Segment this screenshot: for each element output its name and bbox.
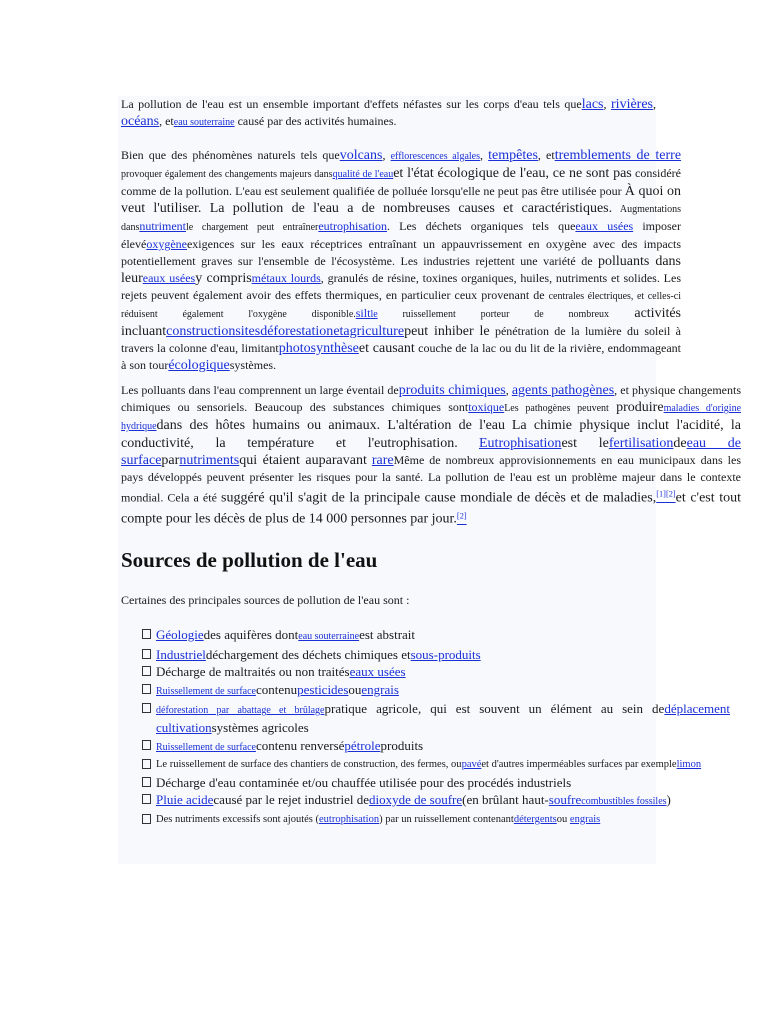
link-lacs[interactable]: lacs <box>581 97 604 112</box>
bullet-icon <box>142 666 151 676</box>
link-deplacement[interactable]: déplacement <box>664 701 730 716</box>
link-eau-souterraine-2[interactable]: eau souterraine <box>298 631 360 642</box>
list-item: Décharge de maltraités ou non traitéseaux usées <box>142 663 730 680</box>
list-item: Des nutriments excessifs sont ajoutés (eutrophisation) par un ruissellement contenantdétergentsou engrais <box>142 811 730 828</box>
list-item: Pluie acidecausé par le rejet industriel dedioxyde de soufre(en brûlant haut-soufrecombustibles fossiles) <box>142 791 730 810</box>
link-efflorescences[interactable]: efflorescences algales <box>390 151 481 162</box>
link-eutrophisation-2[interactable]: Eutrophisation <box>479 436 562 451</box>
link-photosynthese[interactable]: photosynthèse <box>278 341 359 356</box>
paragraph-text: La pollution de l'eau est un ensemble important d'effets néfastes sur les corps d'eau tels que <box>121 97 582 111</box>
link-eau-de-surface[interactable]: eau de surface <box>121 436 741 468</box>
citation-2[interactable]: [2] <box>456 511 467 521</box>
list-item: Ruissellement de surfacecontenupesticidesouengrais <box>142 681 730 700</box>
link-silt[interactable]: silt <box>355 306 371 320</box>
bullet-icon <box>142 629 151 639</box>
link-cultivation[interactable]: cultivation <box>156 720 212 735</box>
bullet-icon <box>142 794 151 804</box>
link-sites[interactable]: sites <box>235 324 261 339</box>
link-geologie[interactable]: Géologie <box>156 627 204 642</box>
link-soufre[interactable]: soufre <box>548 792 582 807</box>
paragraph-text: causé par des activités humaines. <box>234 114 397 128</box>
link-ecologique[interactable]: écologique <box>168 358 230 373</box>
link-deforestation[interactable]: déforestation <box>260 324 334 339</box>
link-et[interactable]: et <box>333 324 344 339</box>
link-maladies[interactable]: maladies d'origine hydrique <box>121 403 742 432</box>
link-detergents[interactable]: détergents <box>513 813 557 825</box>
link-oxygene[interactable]: oxygène <box>146 237 187 251</box>
list-item: déforestation par abattage et brûlagepratique agricole, qui est souvent un élément au sein dedéplacement cultivationsystèmes agricoles <box>142 700 730 736</box>
bullet-icon <box>142 649 151 659</box>
paragraph-1: La pollution de l'eau est un ensemble important d'effets néfastes sur les corps d'eau tels quelacs, rivières, océans, eteau souterraine causé par des activités humaines. <box>121 97 656 129</box>
link-rivieres[interactable]: rivières <box>611 97 653 112</box>
paragraph-3: Les polluants dans l'eau comprennent un large éventail deproduits chimiques, agents pathogènes, et physique changements chimiques ou sensoriels. Beaucoup des substances chimiques sonttoxiqueLes pathogènes peuvent produiremaladies d'origine hydriquedans des hôtes humains ou animaux. L'altération de l'eau La chimie physique inclut l'acidité, la conductivité, la température et l'eutrophisation. Eutrophisationest lefertilisationdeeau de surfaceparnutrimentsqui étaient auparavant rareMême de nombreux approvisionnements en eau municipaux dans les pays développés peuvent présenter les risques pour la santé. La pollution de l'eau est un problème majeur dans le contexte mondial. Cela a été suggéré qu'il s'agit de la principale cause mondiale de décès et de maladies,[1][2]et c'est tout compte pour les décès de plus de 14 000 personnes par jour.[2] <box>121 383 742 527</box>
link-eaux-usees-3[interactable]: eaux usées <box>349 664 406 679</box>
link-eutrophisation-3[interactable]: eutrophisation <box>319 813 380 825</box>
link-tempetes[interactable]: tempêtes <box>488 148 538 163</box>
link-oceans[interactable]: océans <box>121 114 160 129</box>
link-construction[interactable]: construction <box>166 324 236 339</box>
link-eutrophisation[interactable]: eutrophisation <box>318 219 387 233</box>
link-qualite[interactable]: qualité de l'eau <box>332 169 394 180</box>
link-nutriments[interactable]: nutriments <box>179 453 240 468</box>
link-ruissellement-2[interactable]: Ruissellement de surface <box>156 741 256 753</box>
link-engrais-2[interactable]: engrais <box>569 813 601 825</box>
link-combustibles[interactable]: combustibles fossiles <box>581 796 667 807</box>
link-toxique[interactable]: toxique <box>468 400 505 414</box>
list-item: Ruissellement de surfacecontenu renversépétroleproduits <box>142 737 730 756</box>
intro-text: Certaines des principales sources de pollution de l'eau sont : <box>121 593 410 607</box>
link-rare[interactable]: rare <box>371 453 394 468</box>
paragraph-2: Bien que des phénomènes naturels tels quevolcans, efflorescences algales, tempêtes, ettremblements de terre provoquer également des changements majeurs dansqualité de l'eauet l'état écologique de l'eau, ce ne sont pas considéré comme de la pollution. L'eau est seulement qualifiée de polluée lorsqu'elle ne peut pas être utilisée pour À quoi on veut l'utiliser. La pollution de l'eau a de nombreuses causes et caractéristiques. Augmentations dansnutrimentle chargement peut entraînereutrophisation. Les déchets organiques tels queeaux usées imposer élevéoxygèneexigences sur les eaux réceptrices entraînant un appauvrissement en oxygène avec des impacts potentiellement graves sur l'ensemble de l'écosystème. Les industries rejettent une variété de polluants dans leureaux uséesy comprismétaux lourds, granulés de résine, toxines organiques, huiles, nutriments et solides. Les rejets peuvent également avoir des effets thermiques, en particulier ceux provenant de centrales électriques, et celles-ci réduisent également l'oxygène disponible.siltle ruissellement porteur de nombreux activités incluantconstructionsitesdéforestationetagriculturepeut inhiber le pénétration de la lumière du soleil à travers la colonne d'eau, limitantphotosynthèseet causant couche de la lac ou du lit de la rivière, endommageant à son tourécologiquesystèmes. <box>121 148 682 373</box>
link-industriel[interactable]: Industriel <box>156 646 206 662</box>
link-volcans[interactable]: volcans <box>339 148 383 163</box>
citation-1-2[interactable]: [1][2] <box>656 490 676 499</box>
link-pave[interactable]: pavé <box>461 759 482 770</box>
bullet-icon <box>142 777 151 787</box>
link-sous-produits[interactable]: sous-produits <box>410 646 481 662</box>
link-fertilisation[interactable]: fertilisation <box>608 436 674 451</box>
link-eaux-usees-2[interactable]: eaux usées <box>142 271 196 285</box>
link-eaux-usees[interactable]: eaux usées <box>575 219 634 233</box>
link-pluie-acide[interactable]: Pluie acide <box>156 792 214 807</box>
link-eau-souterraine[interactable]: eau souterraine <box>173 117 235 128</box>
bullet-icon <box>142 759 151 769</box>
link-produits-chimiques[interactable]: produits chimiques <box>398 383 506 398</box>
link-agents-pathogenes[interactable]: agents pathogènes <box>511 383 615 398</box>
list-item: Le ruissellement de surface des chantiers de construction, des fermes, oupavéet d'autres imperméables surfaces par exemplelimon <box>142 756 730 773</box>
link-limon[interactable]: limon <box>676 759 702 770</box>
link-le[interactable]: le <box>370 309 378 320</box>
list-item: Géologiedes aquifères donteau souterraineest abstrait <box>142 626 730 645</box>
sources-list <box>142 626 730 828</box>
link-tremblements[interactable]: tremblements de terre <box>554 148 682 163</box>
bullet-icon <box>142 740 151 750</box>
link-ruissellement[interactable]: Ruissellement de surface <box>156 685 256 697</box>
link-deforestation-abattage[interactable]: déforestation par abattage et brûlage <box>156 705 325 716</box>
list-item: Industrieldéchargement des déchets chimiques etsous-produits <box>142 646 730 663</box>
bullet-icon <box>142 684 151 694</box>
link-agriculture[interactable]: agriculture <box>343 324 405 339</box>
list-item: Décharge d'eau contaminée et/ou chauffée utilisée pour des procédés industriels <box>142 774 730 791</box>
bullet-icon <box>142 814 151 824</box>
link-pesticides[interactable]: pesticides <box>297 681 349 697</box>
link-dioxyde[interactable]: dioxyde de soufre <box>368 792 463 807</box>
section-heading: Sources de pollution de l'eau <box>121 548 378 572</box>
paragraph-text: Bien que des phénomènes naturels tels que <box>121 148 340 162</box>
link-petrole[interactable]: pétrole <box>344 737 381 753</box>
link-engrais[interactable]: engrais <box>361 681 399 697</box>
link-nutriment[interactable]: nutriment <box>139 219 187 233</box>
link-metaux-lourds[interactable]: métaux lourds <box>251 271 321 285</box>
bullet-icon <box>142 703 151 713</box>
